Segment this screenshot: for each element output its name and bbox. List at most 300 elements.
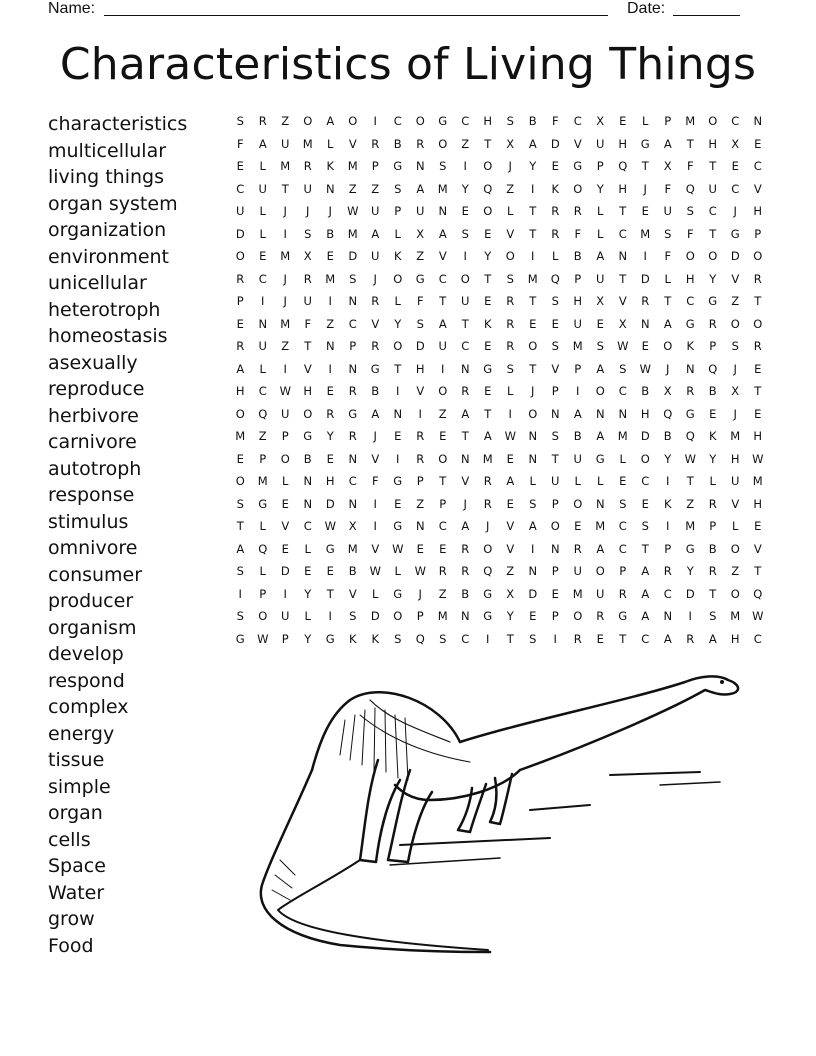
grid-letter[interactable]: L	[597, 204, 604, 218]
grid-letter[interactable]: X	[596, 114, 605, 128]
grid-letter[interactable]: X	[663, 159, 672, 173]
grid-letter[interactable]: E	[236, 451, 244, 466]
grid-letter[interactable]: H	[753, 204, 763, 218]
grid-letter[interactable]: I	[463, 249, 467, 263]
grid-letter[interactable]: R	[258, 114, 267, 128]
grid-letter[interactable]: S	[506, 114, 514, 128]
grid-letter[interactable]: X	[506, 586, 515, 601]
grid-letter[interactable]: O	[730, 316, 740, 331]
grid-letter[interactable]: U	[573, 451, 582, 466]
grid-letter[interactable]: E	[754, 406, 762, 421]
grid-letter[interactable]: C	[663, 586, 672, 601]
grid-letter[interactable]: E	[394, 429, 402, 443]
grid-letter[interactable]: B	[528, 114, 537, 128]
grid-letter[interactable]: P	[664, 541, 672, 556]
name-field[interactable]	[104, 15, 608, 16]
grid-letter[interactable]: C	[258, 271, 267, 286]
grid-letter[interactable]: O	[393, 609, 403, 623]
grid-letter[interactable]: Y	[304, 631, 312, 646]
grid-letter[interactable]: L	[709, 474, 716, 488]
grid-letter[interactable]: C	[461, 114, 470, 128]
grid-letter[interactable]: K	[348, 631, 357, 646]
grid-letter[interactable]: N	[663, 609, 673, 623]
grid-letter[interactable]: N	[258, 316, 268, 331]
grid-letter[interactable]: E	[709, 406, 717, 421]
grid-letter[interactable]: Y	[596, 181, 604, 196]
grid-letter[interactable]: N	[415, 159, 425, 173]
grid-letter[interactable]: O	[730, 586, 740, 601]
grid-letter[interactable]: S	[416, 316, 424, 331]
grid-letter[interactable]: E	[551, 316, 559, 331]
grid-letter[interactable]: E	[641, 204, 649, 218]
grid-letter[interactable]: R	[461, 384, 470, 398]
grid-letter[interactable]: H	[415, 361, 425, 376]
grid-letter[interactable]: A	[528, 136, 537, 151]
grid-letter[interactable]: S	[529, 631, 537, 646]
grid-letter[interactable]: E	[619, 114, 627, 128]
grid-letter[interactable]: R	[506, 339, 515, 353]
grid-letter[interactable]: E	[461, 204, 469, 218]
grid-letter[interactable]: T	[754, 384, 762, 398]
grid-letter[interactable]: E	[236, 159, 244, 173]
grid-letter[interactable]: S	[236, 496, 244, 511]
grid-letter[interactable]: Y	[664, 451, 672, 466]
grid-letter[interactable]: I	[666, 519, 670, 533]
grid-letter[interactable]: L	[574, 474, 581, 488]
grid-letter[interactable]: S	[506, 361, 514, 376]
grid-letter[interactable]: I	[328, 609, 332, 623]
grid-letter[interactable]: V	[753, 181, 762, 196]
grid-letter[interactable]: A	[573, 406, 582, 421]
grid-letter[interactable]: S	[349, 271, 357, 286]
grid-letter[interactable]: V	[303, 361, 312, 376]
grid-letter[interactable]: L	[642, 114, 649, 128]
grid-letter[interactable]: L	[619, 451, 626, 466]
grid-letter[interactable]: A	[483, 429, 492, 443]
grid-letter[interactable]: I	[373, 496, 377, 511]
grid-letter[interactable]: E	[529, 609, 537, 623]
grid-letter[interactable]: E	[326, 249, 334, 263]
grid-letter[interactable]: M	[482, 451, 493, 466]
grid-letter[interactable]: D	[640, 429, 650, 443]
grid-letter[interactable]: U	[708, 181, 717, 196]
grid-letter[interactable]: M	[572, 339, 583, 353]
grid-letter[interactable]: C	[303, 519, 312, 533]
grid-letter[interactable]: O	[438, 384, 448, 398]
grid-letter[interactable]: H	[618, 136, 628, 151]
grid-letter[interactable]: P	[236, 294, 244, 308]
grid-letter[interactable]: R	[708, 564, 717, 578]
grid-letter[interactable]: P	[574, 361, 582, 376]
grid-letter[interactable]: U	[596, 136, 605, 151]
grid-letter[interactable]: Y	[484, 249, 492, 263]
grid-letter[interactable]: H	[303, 384, 313, 398]
grid-letter[interactable]: G	[415, 271, 425, 286]
grid-letter[interactable]: N	[528, 451, 538, 466]
grid-letter[interactable]: T	[236, 519, 244, 533]
grid-letter[interactable]: N	[438, 204, 448, 218]
grid-letter[interactable]: Q	[685, 181, 695, 196]
grid-letter[interactable]: O	[483, 204, 493, 218]
grid-letter[interactable]: Y	[529, 159, 537, 173]
grid-letter[interactable]: T	[484, 406, 492, 421]
grid-letter[interactable]: I	[531, 181, 535, 196]
grid-letter[interactable]: A	[438, 316, 447, 331]
grid-letter[interactable]: O	[595, 384, 605, 398]
grid-letter[interactable]: E	[326, 564, 334, 578]
grid-letter[interactable]: R	[371, 294, 380, 308]
grid-letter[interactable]: Z	[416, 496, 425, 511]
grid-letter[interactable]: L	[732, 519, 739, 533]
grid-letter[interactable]: N	[528, 429, 538, 443]
grid-letter[interactable]: O	[460, 271, 470, 286]
grid-letter[interactable]: U	[551, 474, 560, 488]
grid-letter[interactable]: H	[235, 384, 245, 398]
grid-letter[interactable]: C	[348, 474, 357, 488]
grid-letter[interactable]: M	[527, 271, 538, 286]
grid-letter[interactable]: Q	[708, 361, 718, 376]
grid-letter[interactable]: D	[685, 586, 695, 601]
grid-letter[interactable]: A	[236, 361, 245, 376]
grid-letter[interactable]: I	[418, 406, 422, 421]
grid-letter[interactable]: M	[347, 226, 358, 241]
grid-letter[interactable]: X	[506, 136, 515, 151]
grid-letter[interactable]: L	[597, 226, 604, 241]
grid-letter[interactable]: I	[283, 361, 287, 376]
grid-letter[interactable]: Z	[506, 181, 515, 196]
grid-letter[interactable]: C	[438, 519, 447, 533]
grid-letter[interactable]: E	[259, 249, 267, 263]
grid-letter[interactable]: A	[663, 316, 672, 331]
grid-letter[interactable]: Z	[371, 181, 380, 196]
grid-letter[interactable]: Z	[461, 136, 470, 151]
grid-letter[interactable]: W	[617, 339, 629, 353]
grid-letter[interactable]: R	[551, 226, 560, 241]
grid-letter[interactable]: I	[441, 361, 445, 376]
grid-letter[interactable]: B	[663, 429, 672, 443]
grid-letter[interactable]: U	[281, 406, 290, 421]
grid-letter[interactable]: A	[506, 474, 515, 488]
grid-letter[interactable]: P	[416, 609, 424, 623]
grid-letter[interactable]: V	[618, 294, 627, 308]
grid-letter[interactable]: E	[596, 631, 604, 646]
grid-letter[interactable]: J	[531, 384, 535, 398]
grid-letter[interactable]: Z	[281, 339, 290, 353]
grid-letter[interactable]: Y	[709, 271, 717, 286]
grid-letter[interactable]: T	[461, 429, 469, 443]
grid-letter[interactable]: G	[708, 294, 718, 308]
grid-letter[interactable]: A	[641, 564, 650, 578]
grid-letter[interactable]: V	[506, 519, 515, 533]
grid-letter[interactable]: S	[551, 429, 559, 443]
grid-letter[interactable]: Z	[438, 586, 447, 601]
grid-letter[interactable]: Q	[663, 406, 673, 421]
grid-letter[interactable]: S	[551, 339, 559, 353]
grid-letter[interactable]: R	[416, 451, 425, 466]
grid-letter[interactable]: I	[508, 406, 512, 421]
grid-letter[interactable]: J	[283, 204, 287, 218]
grid-letter[interactable]: Q	[685, 429, 695, 443]
grid-letter[interactable]: T	[394, 361, 402, 376]
grid-letter[interactable]: I	[688, 609, 692, 623]
grid-letter[interactable]: A	[641, 586, 650, 601]
grid-letter[interactable]: O	[528, 339, 538, 353]
grid-letter[interactable]: T	[326, 586, 334, 601]
grid-letter[interactable]: R	[663, 564, 672, 578]
grid-letter[interactable]: P	[709, 519, 717, 533]
grid-letter[interactable]: Z	[686, 496, 695, 511]
grid-letter[interactable]: G	[393, 586, 403, 601]
grid-letter[interactable]: S	[709, 609, 717, 623]
grid-letter[interactable]: D	[235, 226, 245, 241]
grid-letter[interactable]: I	[531, 249, 535, 263]
grid-letter[interactable]: U	[281, 136, 290, 151]
grid-letter[interactable]: O	[415, 114, 425, 128]
grid-letter[interactable]: E	[731, 159, 739, 173]
grid-letter[interactable]: B	[371, 384, 380, 398]
grid-letter[interactable]: E	[236, 316, 244, 331]
grid-letter[interactable]: N	[393, 406, 403, 421]
grid-letter[interactable]: F	[686, 226, 694, 241]
grid-letter[interactable]: Z	[326, 316, 335, 331]
grid-letter[interactable]: T	[506, 631, 514, 646]
grid-letter[interactable]: P	[394, 204, 402, 218]
grid-letter[interactable]: I	[396, 384, 400, 398]
grid-letter[interactable]: T	[484, 271, 492, 286]
grid-letter[interactable]: U	[258, 181, 267, 196]
grid-letter[interactable]: F	[551, 114, 559, 128]
grid-letter[interactable]: B	[573, 429, 582, 443]
grid-letter[interactable]: N	[550, 406, 560, 421]
grid-letter[interactable]: Z	[258, 429, 267, 443]
grid-letter[interactable]: R	[708, 496, 717, 511]
grid-letter[interactable]: S	[439, 631, 447, 646]
grid-letter[interactable]: O	[573, 496, 583, 511]
grid-letter[interactable]: V	[461, 474, 470, 488]
grid-letter[interactable]: Z	[281, 114, 290, 128]
grid-letter[interactable]: H	[640, 406, 650, 421]
grid-letter[interactable]: W	[257, 631, 269, 646]
grid-letter[interactable]: E	[506, 451, 514, 466]
grid-letter[interactable]: S	[551, 294, 559, 308]
grid-letter[interactable]: K	[551, 181, 560, 196]
grid-letter[interactable]: R	[371, 136, 380, 151]
grid-letter[interactable]: A	[461, 519, 470, 533]
grid-letter[interactable]: U	[303, 294, 312, 308]
grid-letter[interactable]: P	[371, 159, 379, 173]
grid-letter[interactable]: V	[371, 541, 380, 556]
grid-letter[interactable]: C	[618, 226, 627, 241]
grid-letter[interactable]: A	[663, 631, 672, 646]
grid-letter[interactable]: E	[506, 496, 514, 511]
grid-letter[interactable]: O	[303, 114, 313, 128]
grid-letter[interactable]: B	[393, 136, 402, 151]
grid-letter[interactable]: C	[236, 181, 245, 196]
grid-letter[interactable]: I	[328, 361, 332, 376]
grid-letter[interactable]: W	[684, 451, 696, 466]
grid-letter[interactable]: N	[325, 339, 335, 353]
grid-letter[interactable]: G	[730, 226, 740, 241]
grid-letter[interactable]: A	[438, 226, 447, 241]
grid-letter[interactable]: X	[596, 294, 605, 308]
grid-letter[interactable]: N	[595, 406, 605, 421]
grid-letter[interactable]: W	[369, 564, 381, 578]
grid-letter[interactable]: A	[258, 136, 267, 151]
grid-letter[interactable]: W	[347, 204, 359, 218]
grid-letter[interactable]: P	[349, 339, 357, 353]
grid-letter[interactable]: O	[550, 519, 560, 533]
grid-letter[interactable]: E	[754, 136, 762, 151]
grid-letter[interactable]: T	[754, 294, 762, 308]
grid-letter[interactable]: O	[393, 271, 403, 286]
grid-letter[interactable]: T	[619, 271, 627, 286]
grid-letter[interactable]: R	[416, 136, 425, 151]
grid-letter[interactable]: O	[438, 136, 448, 151]
grid-letter[interactable]: R	[573, 204, 582, 218]
grid-letter[interactable]: T	[686, 474, 694, 488]
grid-letter[interactable]: M	[685, 114, 696, 128]
grid-letter[interactable]: H	[573, 294, 583, 308]
grid-letter[interactable]: M	[280, 316, 291, 331]
grid-letter[interactable]: T	[709, 226, 717, 241]
grid-letter[interactable]: U	[281, 609, 290, 623]
grid-letter[interactable]: T	[641, 159, 649, 173]
grid-letter[interactable]: S	[304, 226, 312, 241]
grid-letter[interactable]: Z	[438, 406, 447, 421]
grid-letter[interactable]: L	[552, 249, 559, 263]
grid-letter[interactable]: M	[595, 519, 606, 533]
grid-letter[interactable]: O	[730, 541, 740, 556]
grid-letter[interactable]: M	[235, 429, 246, 443]
grid-letter[interactable]: T	[709, 586, 717, 601]
date-field[interactable]	[673, 15, 740, 16]
grid-letter[interactable]: Y	[709, 451, 717, 466]
grid-letter[interactable]: Q	[258, 541, 268, 556]
grid-letter[interactable]: E	[641, 339, 649, 353]
grid-letter[interactable]: O	[528, 406, 538, 421]
grid-letter[interactable]: V	[551, 361, 560, 376]
grid-letter[interactable]: R	[483, 474, 492, 488]
grid-letter[interactable]: C	[753, 631, 762, 646]
grid-letter[interactable]: U	[236, 204, 245, 218]
grid-letter[interactable]: X	[303, 249, 312, 263]
grid-letter[interactable]: D	[730, 249, 740, 263]
grid-letter[interactable]: J	[643, 181, 647, 196]
grid-letter[interactable]: S	[731, 339, 739, 353]
grid-letter[interactable]: V	[348, 136, 357, 151]
grid-letter[interactable]: C	[461, 631, 470, 646]
grid-letter[interactable]: Q	[618, 159, 628, 173]
grid-letter[interactable]: R	[686, 631, 695, 646]
grid-letter[interactable]: G	[370, 361, 380, 376]
grid-letter[interactable]: P	[574, 271, 582, 286]
grid-letter[interactable]: T	[709, 159, 717, 173]
grid-letter[interactable]: S	[619, 361, 627, 376]
grid-letter[interactable]: S	[461, 226, 469, 241]
grid-letter[interactable]: O	[303, 406, 313, 421]
grid-letter[interactable]: J	[328, 204, 332, 218]
grid-letter[interactable]: R	[753, 339, 762, 353]
grid-letter[interactable]: R	[303, 159, 312, 173]
grid-letter[interactable]: H	[730, 451, 740, 466]
grid-letter[interactable]: L	[259, 159, 266, 173]
grid-letter[interactable]: Z	[731, 294, 740, 308]
grid-letter[interactable]: T	[641, 541, 649, 556]
grid-letter[interactable]: X	[731, 136, 740, 151]
grid-letter[interactable]: S	[619, 496, 627, 511]
grid-letter[interactable]: U	[596, 586, 605, 601]
grid-letter[interactable]: Y	[326, 429, 334, 443]
grid-letter[interactable]: R	[416, 429, 425, 443]
grid-letter[interactable]: O	[483, 541, 493, 556]
grid-letter[interactable]: Q	[483, 181, 493, 196]
grid-letter[interactable]: G	[685, 541, 695, 556]
grid-letter[interactable]: S	[236, 564, 244, 578]
grid-letter[interactable]: C	[618, 384, 627, 398]
grid-letter[interactable]: R	[596, 609, 605, 623]
grid-letter[interactable]: A	[708, 631, 717, 646]
grid-letter[interactable]: E	[484, 384, 492, 398]
grid-letter[interactable]: I	[283, 226, 287, 241]
grid-letter[interactable]: W	[639, 361, 651, 376]
grid-letter[interactable]: N	[303, 496, 313, 511]
grid-letter[interactable]: O	[505, 249, 515, 263]
grid-letter[interactable]: R	[348, 429, 357, 443]
grid-letter[interactable]: C	[641, 631, 650, 646]
grid-letter[interactable]: G	[483, 586, 493, 601]
grid-letter[interactable]: U	[258, 339, 267, 353]
grid-letter[interactable]: D	[348, 249, 358, 263]
grid-letter[interactable]: P	[619, 564, 627, 578]
grid-letter[interactable]: J	[733, 361, 737, 376]
grid-letter[interactable]: T	[461, 316, 469, 331]
grid-letter[interactable]: D	[550, 136, 560, 151]
grid-letter[interactable]: M	[685, 519, 696, 533]
grid-letter[interactable]: T	[529, 361, 537, 376]
grid-letter[interactable]: J	[733, 204, 737, 218]
grid-letter[interactable]: F	[371, 474, 379, 488]
grid-letter[interactable]: W	[752, 609, 764, 623]
grid-letter[interactable]: G	[258, 496, 268, 511]
grid-letter[interactable]: G	[393, 159, 403, 173]
grid-letter[interactable]: V	[506, 541, 515, 556]
grid-letter[interactable]: U	[573, 564, 582, 578]
grid-letter[interactable]: U	[596, 271, 605, 286]
grid-letter[interactable]: R	[438, 564, 447, 578]
grid-letter[interactable]: V	[573, 136, 582, 151]
grid-letter[interactable]: N	[618, 249, 628, 263]
grid-letter[interactable]: L	[372, 586, 379, 601]
grid-letter[interactable]: J	[306, 204, 310, 218]
grid-letter[interactable]: N	[640, 316, 650, 331]
grid-letter[interactable]: L	[304, 541, 311, 556]
grid-letter[interactable]: J	[373, 271, 377, 286]
grid-letter[interactable]: L	[597, 474, 604, 488]
grid-letter[interactable]: O	[708, 249, 718, 263]
grid-letter[interactable]: A	[236, 541, 245, 556]
grid-letter[interactable]: E	[551, 586, 559, 601]
grid-letter[interactable]: C	[393, 114, 402, 128]
grid-letter[interactable]: I	[486, 631, 490, 646]
grid-letter[interactable]: E	[551, 159, 559, 173]
grid-letter[interactable]: L	[394, 226, 401, 241]
grid-letter[interactable]: C	[708, 204, 717, 218]
grid-letter[interactable]: Z	[348, 181, 357, 196]
grid-letter[interactable]: E	[394, 496, 402, 511]
grid-letter[interactable]: O	[235, 474, 245, 488]
grid-letter[interactable]: W	[392, 541, 404, 556]
grid-letter[interactable]: O	[393, 339, 403, 353]
